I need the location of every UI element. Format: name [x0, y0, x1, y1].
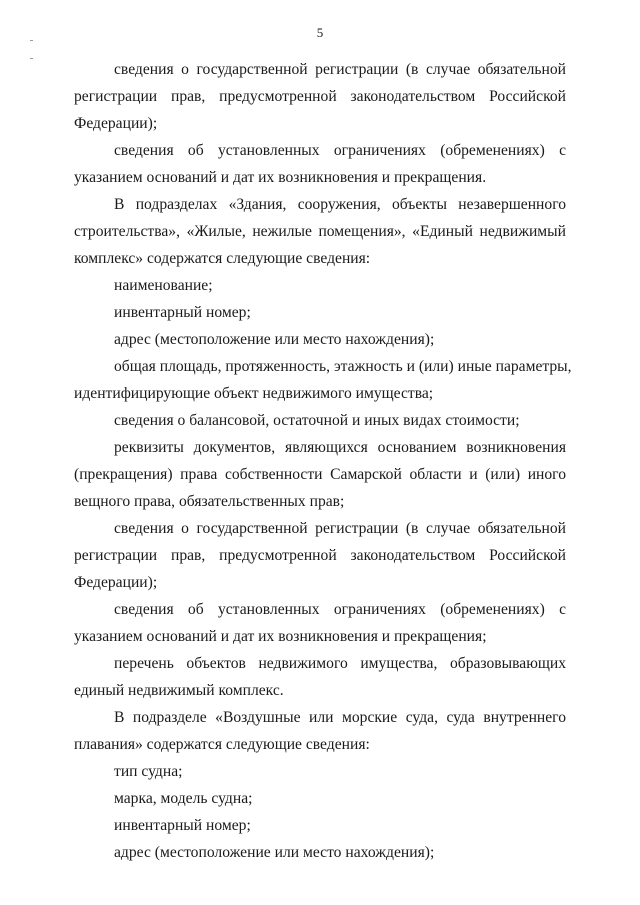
paragraph-line: регистрации прав, предусмотренной законодательством Российской [74, 547, 566, 564]
paragraph [74, 191, 566, 272]
document-body [74, 56, 572, 866]
paragraph-line: В подразделах «Здания, сооружения, объекты незавершенного [114, 196, 566, 213]
paragraph-line: указанием оснований и дат их возникновения и прекращения; [74, 628, 487, 645]
paragraph-line: плавания» содержатся следующие сведения: [74, 736, 370, 753]
paragraph-line: сведения об установленных ограничениях (обременениях) с [114, 142, 566, 159]
paragraph [74, 515, 566, 596]
paragraph-line: В подразделе «Воздушные или морские суда, суда внутреннего [114, 709, 566, 726]
paragraph-line: регистрации прав, предусмотренной законодательством Российской [74, 88, 566, 105]
paragraph-line: единый недвижимый комплекс. [74, 682, 284, 699]
paragraph-line: сведения о государственной регистрации (в случае обязательной [114, 520, 566, 537]
paragraph-line: реквизиты документов, являющихся основанием возникновения [114, 439, 566, 456]
paragraph [74, 839, 566, 866]
paragraph-line: адрес (местоположение или место нахождения); [114, 844, 435, 861]
paragraph-line: сведения о государственной регистрации (в случае обязательной [114, 61, 566, 78]
paragraph-line: Федерации); [74, 115, 158, 132]
paragraph [74, 326, 566, 353]
paragraph [74, 758, 566, 785]
paragraph-line: общая площадь, протяженность, этажность и (или) иные параметры, [114, 358, 572, 375]
paragraph [74, 137, 566, 191]
paragraph [74, 704, 566, 758]
paragraph-line: Федерации); [74, 574, 158, 591]
paragraph [74, 434, 566, 515]
paragraph-line: тип судна; [114, 763, 183, 780]
paragraph-line: указанием оснований и дат их возникновения и прекращения. [74, 169, 487, 186]
paragraph-line: инвентарный номер; [114, 304, 251, 321]
paragraph-line: комплекс» содержатся следующие сведения: [74, 250, 371, 267]
paragraph-line: вещного права, обязательственных прав; [74, 493, 345, 510]
paragraph [74, 56, 566, 137]
paragraph [74, 785, 566, 812]
scan-margin-mark [30, 40, 33, 41]
paragraph-line: сведения о балансовой, остаточной и иных видах стоимости; [114, 412, 520, 429]
paragraph-line: наименование; [114, 277, 213, 294]
paragraph [74, 650, 566, 704]
paragraph [74, 407, 566, 434]
paragraph-line: строительства», «Жилые, нежилые помещения», «Единый недвижимый [74, 223, 566, 240]
paragraph [74, 299, 566, 326]
scan-margin-mark [30, 58, 33, 59]
paragraph [74, 596, 566, 650]
page-number: 5 [316, 25, 324, 40]
paragraph-line: идентифицирующие объект недвижимого имущества; [74, 385, 434, 402]
paragraph-line: перечень объектов недвижимого имущества, образовывающих [114, 655, 566, 672]
paragraph-line: (прекращения) права собственности Самарской области и (или) иного [74, 466, 566, 483]
paragraph [74, 272, 566, 299]
paragraph-line: сведения об установленных ограничениях (обременениях) с [114, 601, 566, 618]
paragraph-line: марка, модель судна; [114, 790, 253, 807]
paragraph-line: адрес (местоположение или место нахождения); [114, 331, 435, 348]
paragraph [74, 353, 572, 407]
paragraph [74, 812, 566, 839]
paragraph-line: инвентарный номер; [114, 817, 251, 834]
